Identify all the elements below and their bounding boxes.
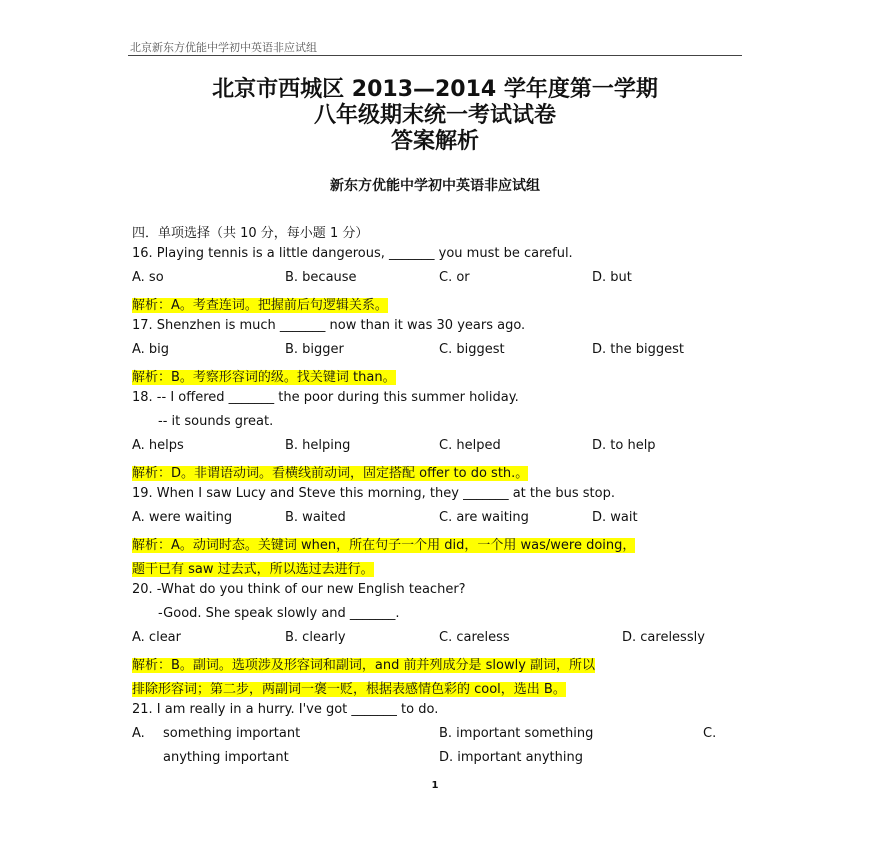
question-19-analysis-line1: 解析：A。动词时态。关键词 when，所在句子一个用 did，一个用 was/were doing， bbox=[132, 538, 636, 553]
question-16-stem: 16. Playing tennis is a little dangerous, _______ you must be careful. bbox=[132, 246, 573, 261]
option-b: B. clearly bbox=[285, 630, 346, 645]
question-21-options bbox=[132, 726, 732, 768]
option-b: B. waited bbox=[285, 510, 346, 525]
option-c: C. are waiting bbox=[439, 510, 529, 525]
question-18-stem-reply: -- it sounds great. bbox=[158, 414, 274, 429]
option-c: C. biggest bbox=[439, 342, 505, 357]
question-20-options bbox=[132, 630, 732, 648]
option-d: D. but bbox=[592, 270, 632, 285]
option-b: B. because bbox=[285, 270, 357, 285]
question-21-stem: 21. I am really in a hurry. I've got _______ to do. bbox=[132, 702, 439, 717]
doc-title-line3: 答案解析 bbox=[390, 129, 479, 154]
question-18-analysis: 解析：D。非谓语动词。看横线前动词，固定搭配 offer to do sth.。 bbox=[132, 466, 529, 481]
page-number: 1 bbox=[431, 780, 439, 791]
option-b: B. important something bbox=[439, 726, 594, 741]
doc-subtitle: 新东方优能中学初中英语非应试组 bbox=[330, 178, 540, 194]
option-a: A. helps bbox=[132, 438, 184, 453]
question-17-options bbox=[132, 342, 732, 360]
question-19-analysis-line2: 题干已有 saw 过去式，所以选过去进行。 bbox=[132, 562, 374, 577]
option-a: A. were waiting bbox=[132, 510, 233, 525]
option-c: C. helped bbox=[439, 438, 501, 453]
option-a-label: A. bbox=[132, 726, 145, 741]
option-a: something important bbox=[163, 726, 301, 741]
header-divider bbox=[128, 55, 742, 56]
question-20-analysis-line1: 解析：B。副词。选项涉及形容词和副词，and 前并列成分是 slowly 副词，所以 bbox=[132, 658, 596, 673]
option-b: B. helping bbox=[285, 438, 351, 453]
question-18-options bbox=[132, 438, 732, 456]
option-a: A. big bbox=[132, 342, 170, 357]
doc-title-line1: 北京市西城区 2013—2014 学年度第一学期 bbox=[212, 77, 658, 102]
question-16-analysis: 解析：A。考查连词。把握前后句逻辑关系。 bbox=[132, 298, 388, 313]
question-17-analysis: 解析：B。考察形容词的级。找关键词 than。 bbox=[132, 370, 396, 385]
option-d: D. the biggest bbox=[592, 342, 684, 357]
section-heading: 四．单项选择（共 10 分，每小题 1 分） bbox=[132, 226, 369, 241]
question-19-options bbox=[132, 510, 732, 528]
option-d: D. wait bbox=[592, 510, 638, 525]
option-a: A. so bbox=[132, 270, 164, 285]
option-c: C. careless bbox=[439, 630, 510, 645]
page-header: 北京新东方优能中学初中英语非应试组 bbox=[130, 41, 317, 54]
option-c: anything important bbox=[163, 750, 289, 765]
option-b: B. bigger bbox=[285, 342, 344, 357]
question-20-analysis-line2: 排除形容词；第二步，两副词一褒一贬，根据表感情色彩的 cool，选出 B。 bbox=[132, 682, 566, 697]
option-d: D. to help bbox=[592, 438, 656, 453]
option-d: D. important anything bbox=[439, 750, 583, 765]
option-d: D. carelessly bbox=[622, 630, 705, 645]
question-20-stem-reply: -Good. She speak slowly and _______. bbox=[158, 606, 400, 621]
question-16-options bbox=[132, 270, 732, 288]
question-18-stem: 18. -- I offered _______ the poor during this summer holiday. bbox=[132, 390, 519, 405]
question-17-stem: 17. Shenzhen is much _______ now than it was 30 years ago. bbox=[132, 318, 526, 333]
doc-title-line2: 八年级期末统一考试试卷 bbox=[313, 103, 556, 128]
question-19-stem: 19. When I saw Lucy and Steve this morning, they _______ at the bus stop. bbox=[132, 486, 615, 501]
option-c-label: C. bbox=[703, 726, 717, 741]
option-a: A. clear bbox=[132, 630, 181, 645]
option-c: C. or bbox=[439, 270, 470, 285]
question-20-stem: 20. -What do you think of our new English teacher? bbox=[132, 582, 466, 597]
